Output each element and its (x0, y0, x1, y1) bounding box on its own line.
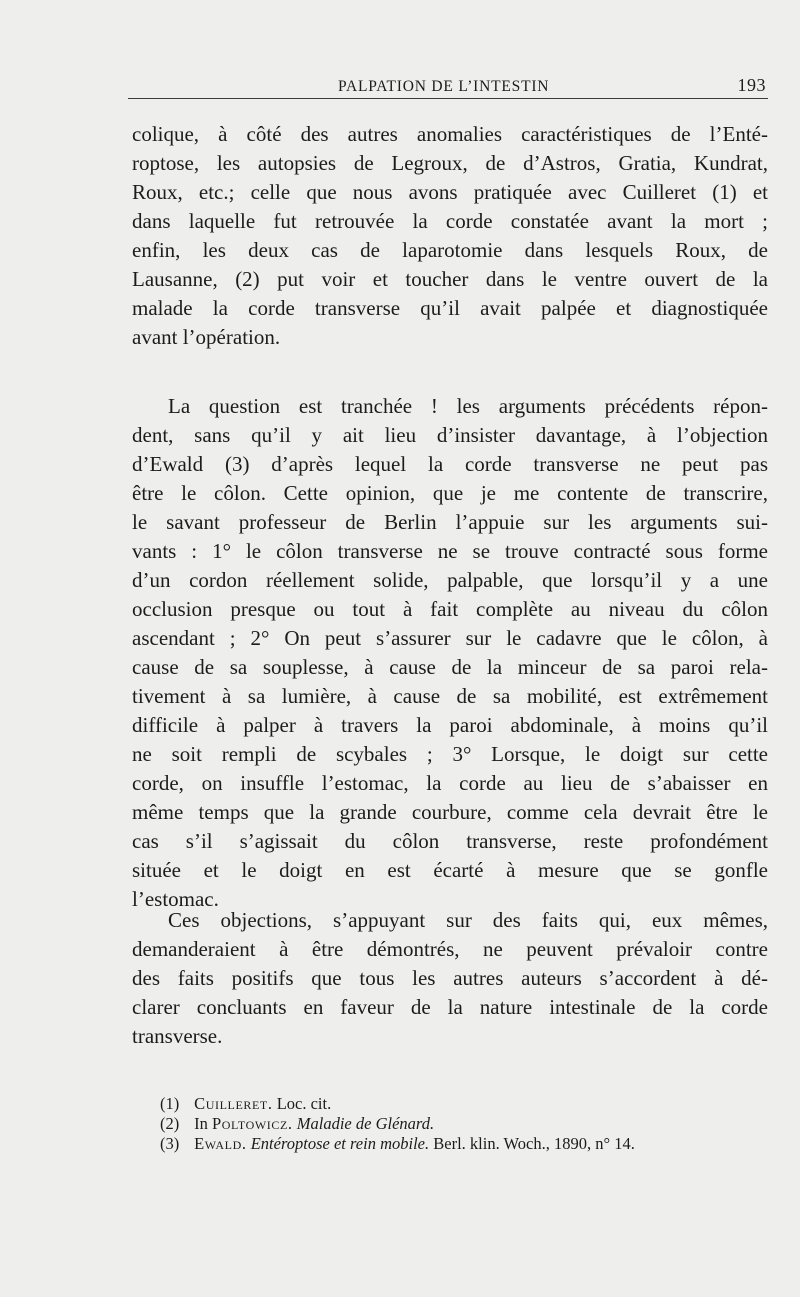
footnote-title: Entéroptose et rein mobile. (250, 1134, 430, 1153)
text-line: dans laquelle fut retrouvée la corde constatée avant la mort ; (132, 209, 768, 233)
text-line: Lausanne, (2) put voir et toucher dans le ventre ouvert de la (132, 267, 768, 291)
footnote-number: (2) (160, 1114, 180, 1133)
text-line: Ces objections, s’appuyant sur des faits qui, eux mêmes, (168, 908, 768, 932)
footnote-1 (160, 1094, 768, 1114)
footnote-author: Poltowicz. (212, 1114, 293, 1133)
text-line: vants : 1° le côlon transverse ne se trouve contracté sous forme (132, 539, 768, 563)
text-line: cas s’il s’agissait du côlon transverse, reste profondément (132, 829, 768, 853)
text-line: corde, on insuffle l’estomac, la corde au lieu de s’abaisser en (132, 771, 768, 795)
text-line: d’Ewald (3) d’après lequel la corde transverse ne peut pas (132, 452, 768, 476)
footnote-number: (3) (160, 1134, 180, 1153)
footnote-reference: Berl. klin. Woch., 1890, n° 14. (433, 1134, 635, 1153)
text-line: être le côlon. Cette opinion, que je me contente de transcrire, (132, 481, 768, 505)
footnote-author: Ewald. (194, 1134, 247, 1153)
text-line: demanderaient à être démontrés, ne peuvent prévaloir contre (132, 937, 768, 961)
text-line: l’estomac. (132, 887, 219, 911)
text-line: malade la corde transverse qu’il avait palpée et diagnostiquée (132, 296, 768, 320)
text-line: transverse. (132, 1024, 223, 1048)
text-line: Roux, etc.; celle que nous avons pratiquée avec Cuilleret (1) et (132, 180, 768, 204)
text-line: difficile à palper à travers la paroi abdominale, à moins qu’il (132, 713, 768, 737)
text-line: clarer concluants en faveur de la nature intestinale de la corde (132, 995, 768, 1019)
text-line: des faits positifs que tous les autres auteurs s’accordent à dé- (132, 966, 768, 990)
paragraph-3 (132, 906, 768, 1051)
running-header (128, 72, 768, 99)
footnote-author: Cuilleret. (194, 1094, 273, 1113)
paragraph-2 (132, 392, 768, 914)
text-line: située et le doigt en est écarté à mesure que se gonfle (132, 858, 768, 882)
text-line: enfin, les deux cas de laparotomie dans lesquels Roux, de (132, 238, 768, 262)
text-line: avant l’opération. (132, 325, 281, 349)
footnote-2 (160, 1114, 768, 1134)
text-line: même temps que la grande courbure, comme cela devrait être le (132, 800, 768, 824)
text-line: tivement à sa lumière, à cause de sa mobilité, est extrêmement (132, 684, 768, 708)
text-line: roptose, les autopsies de Legroux, de d’Astros, Gratia, Kundrat, (132, 151, 768, 175)
footnote-reference: Loc. cit. (276, 1094, 332, 1113)
text-line: La question est tranchée ! les arguments précédents répon- (168, 394, 768, 418)
page-number: 193 (737, 75, 766, 95)
paragraph-1 (132, 120, 768, 352)
running-title: PALPATION DE L’INTESTIN (338, 78, 550, 95)
footnote-3 (160, 1134, 768, 1154)
footnote-number: (1) (160, 1094, 180, 1113)
text-line: ne soit rempli de scybales ; 3° Lorsque, le doigt sur cette (132, 742, 768, 766)
footnote-title: Maladie de Glénard. (296, 1114, 435, 1133)
text-line: d’un cordon réellement solide, palpable, que lorsqu’il y a une (132, 568, 768, 592)
footnotes (160, 1094, 768, 1154)
text-line: dent, sans qu’il y ait lieu d’insister davantage, à l’objection (132, 423, 768, 447)
text-line: le savant professeur de Berlin l’appuie sur les arguments sui- (132, 510, 768, 534)
text-line: colique, à côté des autres anomalies caractéristiques de l’Enté- (132, 122, 768, 146)
text-line: ascendant ; 2° On peut s’assurer sur le cadavre que le côlon, à (132, 626, 768, 650)
text-line: occlusion presque ou tout à fait complète au niveau du côlon (132, 597, 768, 621)
footnote-prefix: In (194, 1114, 208, 1133)
text-line: cause de sa souplesse, à cause de la minceur de sa paroi rela- (132, 655, 768, 679)
